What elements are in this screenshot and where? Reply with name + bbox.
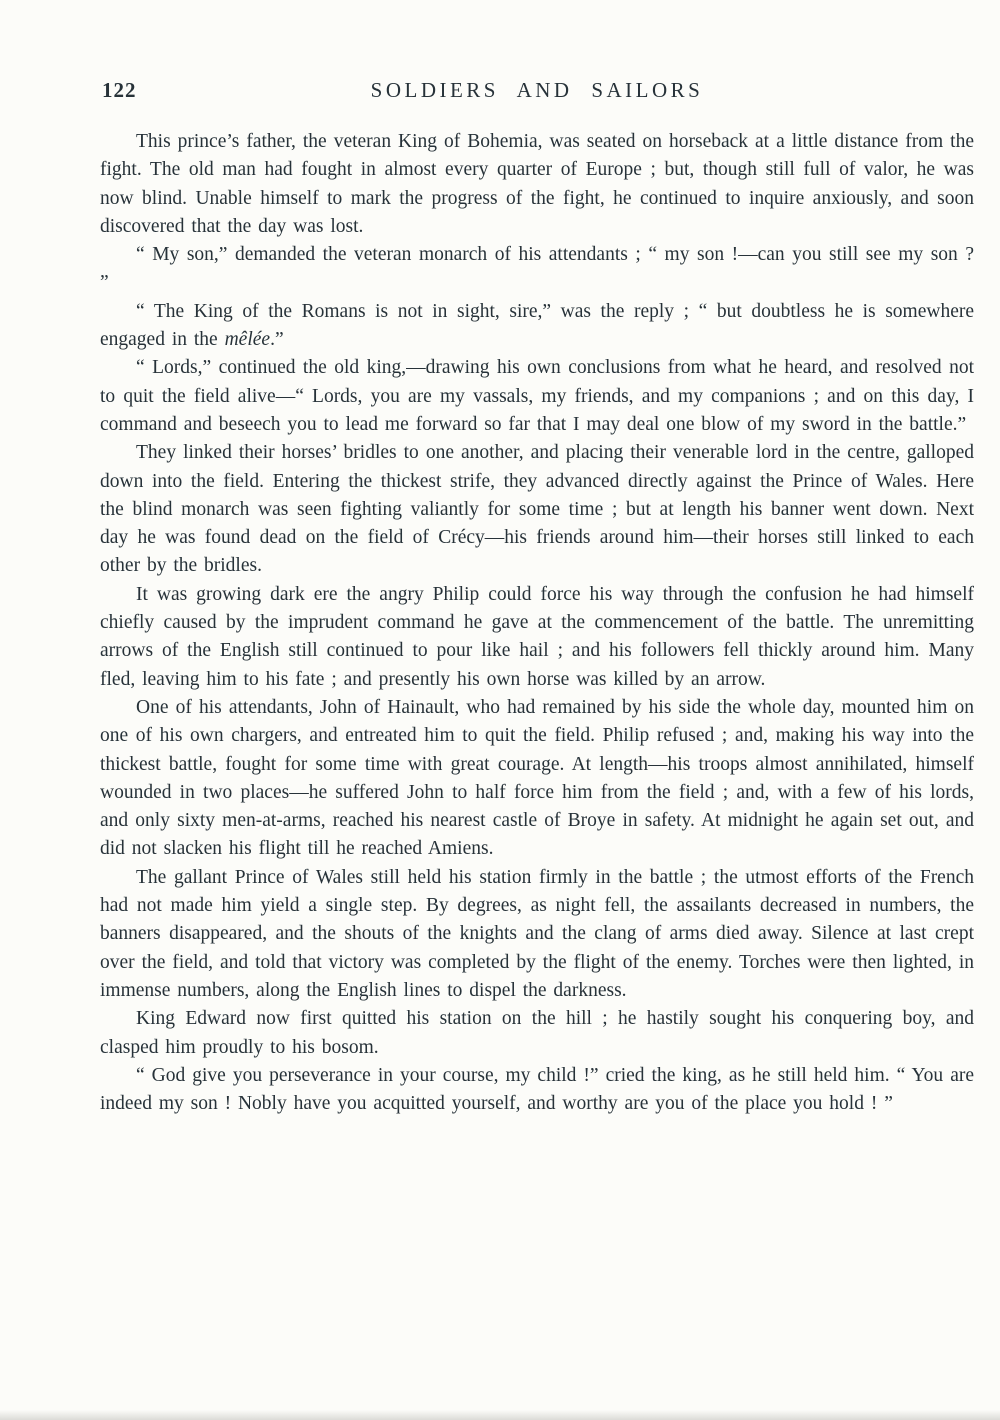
page-number: 122 [102,78,137,102]
paragraph-text: “ Lords,” continued the old king,—drawing his own conclusions from what he heard, and resolved not to quit the field alive—“ Lords, you are my vassals, my friends, and my companions ; and on this day, I command and beseech you to lead me forward so far that I may deal one blow of my sword in the battle.” [100,357,974,435]
paragraph-text: “ The King of the Romans is not in sight, sire,” was the reply ; “ but doubtless he is somewhere engaged in the [100,300,974,351]
paragraph [100,694,974,864]
paragraph [100,1005,974,1062]
paragraph [100,241,974,298]
page-header [100,78,974,108]
paragraph-text: It was growing dark ere the angry Philip could force his way through the confusion he had himself chiefly caused by the imprudent command he gave at the commencement of the battle. The unremitting arrows of the English still continued to pour like hail ; and his followers fell thickly around him. Many fled, leaving him to his fate ; and presently his own horse was killed by an arrow. [100,583,974,690]
paragraph-text: This prince’s father, the veteran King of Bohemia, was seated on horseback at a little distance from the fight. The old man had fought in almost every quarter of Europe ; but, though still full of valor, he was now blind. Unable himself to mark the progress of the fight, he continued to inquire anxiously, and soon discovered that the day was lost. [100,131,974,237]
running-header-title: SOLDIERS AND SAILORS [370,78,704,102]
paragraph [100,439,974,580]
paragraph-text: One of his attendants, John of Hainault, who had remained by his side the whole day, mounted him on one of his own chargers, and entreated him to quit the field. Philip refused ; and, making his way into the thickest battle, fought for some time with great courage. At length—his troops almost annihilated, himself wounded in two places—he suffered John to half force him from the field ; and, with a few of his lords, and only sixty men-at-arms, reached his nearest castle of Broye in safety. At midnight he again set out, and did not slacken his flight till he reached Amiens. [100,696,974,860]
paragraph-text: They linked their horses’ bridles to one another, and placing their venerable lord in the centre, galloped down into the field. Entering the thickest strife, they advanced directly against the Prince of Wales. Here the blind monarch was seen fighting valiantly for some time ; but at length his banner went down. Next day he was found dead on the field of Crécy—his friends around him—their horses still linked to each other by the bridles. [100,442,974,577]
paragraph-text: “ My son,” demanded the veteran monarch of his attendants ; “ my son !—can you still see my son ? ” [100,244,974,294]
page-body [100,128,974,1118]
paragraph [100,298,974,355]
paragraph-text: King Edward now first quitted his station on the hill ; he hastily sought his conquering boy, and clasped him proudly to his bosom. [100,1008,974,1058]
paragraph-text: The gallant Prince of Wales still held his station firmly in the battle ; the utmost efforts of the French had not made him yield a single step. By degrees, as night fell, the assailants decreased in numbers, the banners disappeared, and the shouts of the knights and the clang of arms died away. Silence at last crept over the field, and told that victory was completed by the flight of the enemy. Torches were then lighted, in immense numbers, along the English lines to dispel the darkness. [100,866,974,1001]
page-edge-shadow [0,1410,1000,1420]
paragraph [100,354,974,439]
paragraph [100,864,974,1005]
paragraph-text: “ God give you perseverance in your course, my child !” cried the king, as he still held him. “ You are indeed my son ! Nobly have you acquitted yourself, and worthy are you of the place you hold ! ” [100,1064,974,1115]
italic-term: mêlée [224,329,271,351]
paragraph [100,581,974,694]
paragraph [100,1062,974,1119]
paragraph-text: .” [270,329,284,351]
paragraph [100,128,974,241]
